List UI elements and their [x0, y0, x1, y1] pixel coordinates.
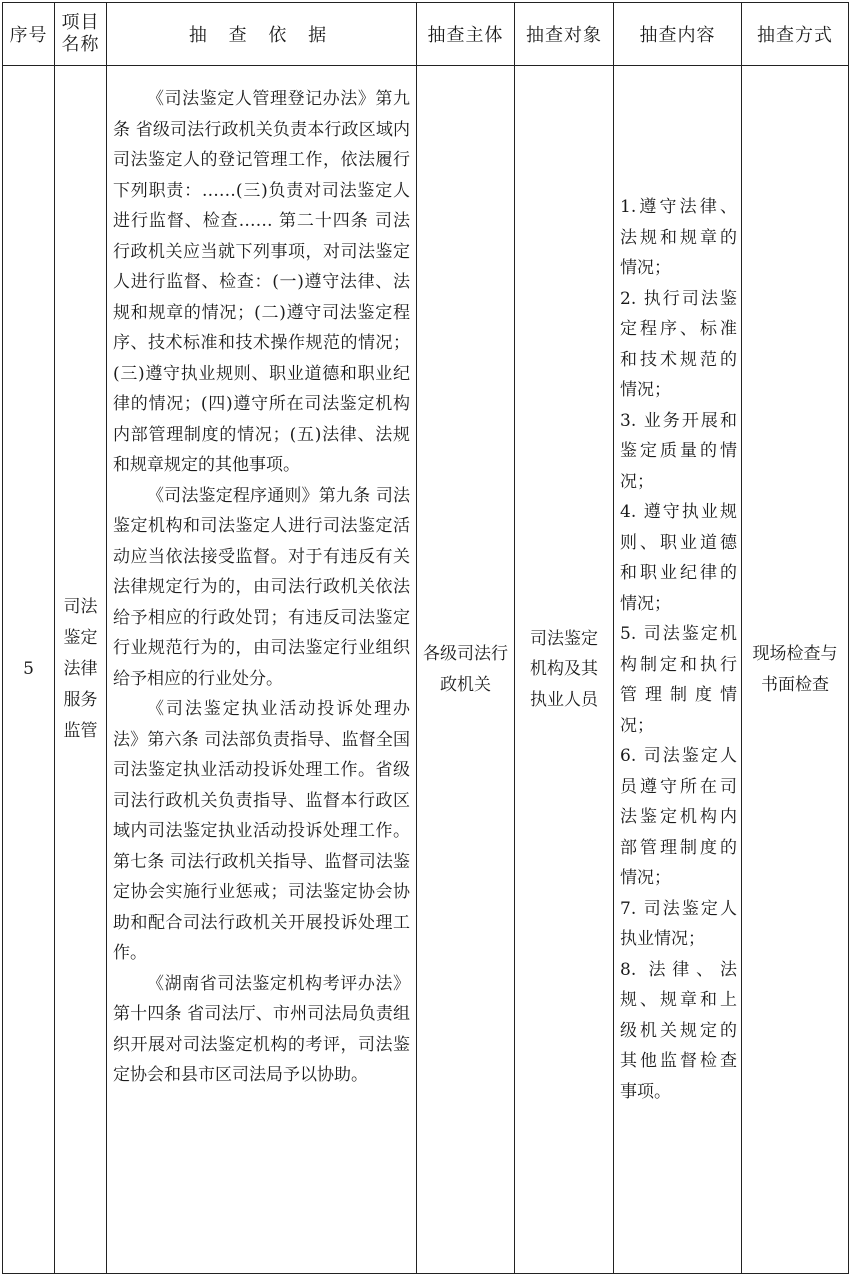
content-item: 2. 执行司法鉴定程序、标准和技术规范的情况；	[620, 288, 737, 400]
row-content	[614, 66, 742, 1274]
content-item: 8. 法律、法规、规章和上级机关规定的其他监督检查事项。	[620, 959, 737, 1102]
content-item: 5. 司法鉴定机构制定和执行管理制度情况；	[620, 624, 737, 736]
row-project-name: 司法鉴定法律服务监管	[55, 66, 107, 1274]
header-method: 抽查方式	[742, 3, 849, 66]
header-target: 抽查对象	[515, 3, 614, 66]
basis-paragraph: 《司法鉴定程序通则》第九条 司法鉴定机构和司法鉴定人进行司法鉴定活动应当依法接受监督。对于有违反有关法律规定行为的，由司法行政机关依法给予相应的行政处罚；有违反司法鉴定行业规范行为的，由司法鉴定行业组织给予相应的行业处分。	[113, 485, 410, 689]
header-basis: 抽 查 依 据	[107, 3, 417, 66]
row-basis	[107, 66, 417, 1274]
basis-paragraph: 《湖南省司法鉴定机构考评办法》第十四条 省司法厅、市州司法局负责组织开展对司法鉴定机构的考评，司法鉴定协会和县市区司法局予以协助。	[113, 973, 410, 1085]
header-subject: 抽查主体	[417, 3, 515, 66]
content-item: 3. 业务开展和鉴定质量的情况；	[620, 410, 737, 492]
row-subject: 各级司法行政机关	[417, 66, 515, 1274]
row-seq: 5	[3, 66, 55, 1274]
header-seq: 序号	[3, 3, 55, 66]
content-item: 6. 司法鉴定人员遵守所在司法鉴定机构内部管理制度的情况；	[620, 746, 737, 888]
table-row	[3, 66, 849, 1274]
basis-paragraph: 《司法鉴定执业活动投诉处理办法》第六条 司法部负责指导、监督全国司法鉴定执业活动投诉处理工作。省级司法行政机关负责指导、监督本行政区域内司法鉴定执业活动投诉处理工作。第七条 司法行政机关指导、监督司法鉴定协会实施行业惩戒；司法鉴定协会协助和配合司法行政机关开展投诉处理工作。	[113, 699, 410, 963]
inspection-table	[2, 2, 849, 1274]
header-row	[3, 3, 849, 66]
row-target: 司法鉴定机构及其执业人员	[515, 66, 614, 1274]
row-method: 现场检查与书面检查	[742, 66, 849, 1274]
content-item: 7. 司法鉴定人执业情况；	[620, 898, 737, 949]
content-item: 4. 遵守执业规则、职业道德和职业纪律的情况；	[620, 502, 737, 614]
header-content: 抽查内容	[614, 3, 742, 66]
header-project-name: 项目名称	[55, 3, 107, 66]
content-item: 1.遵守法律、法规和规章的情况；	[620, 197, 737, 278]
basis-paragraph: 《司法鉴定人管理登记办法》第九条 省级司法行政机关负责本行政区域内司法鉴定人的登记管理工作，依法履行下列职责：……(三)负责对司法鉴定人进行监督、检查…… 第二十四条 司法行政机关应当就下列事项，对司法鉴定人进行监督、检查：(一)遵守法律、法规和规章的情况；(二)遵守司法鉴定程序、技术标准和技术操作规范的情况；(三)遵守执业规则、职业道德和职业纪律的情况；(四)遵守所在司法鉴定机构内部管理制度的情况；(五)法律、法规和规章规定的其他事项。	[113, 89, 410, 475]
